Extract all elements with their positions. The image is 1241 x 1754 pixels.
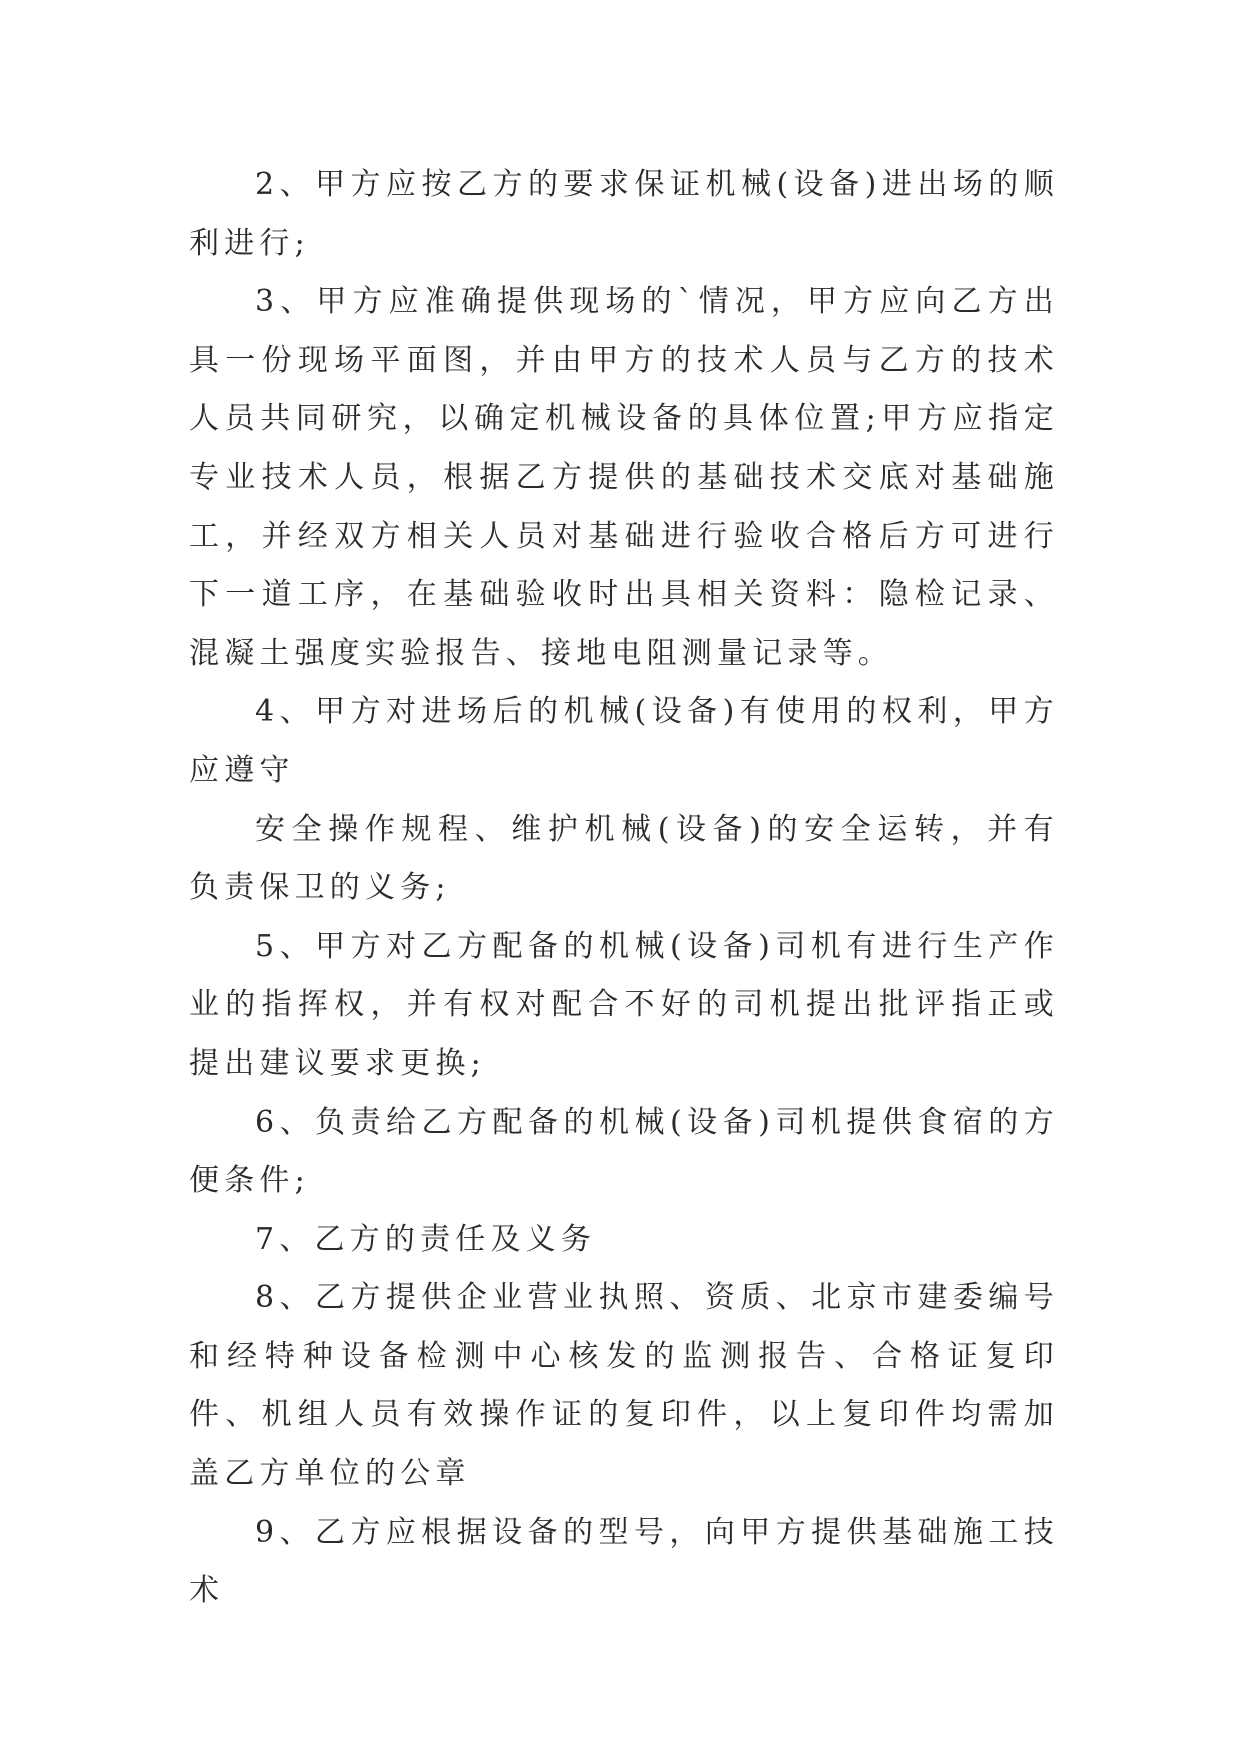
paragraph-5: 5、甲方对乙方配备的机械(设备)司机有进行生产作业的指挥权，并有权对配合不好的司机提出批评指正或提出建议要求更换; <box>189 928 1059 1081</box>
paragraph-4-continued: 安全操作规程、维护机械(设备)的安全运转，并有负责保卫的义务; <box>189 811 1059 906</box>
paragraph-9: 9、乙方应根据设备的型号，向甲方提供基础施工技术 <box>189 1514 1059 1609</box>
paragraph-2: 2、甲方应按乙方的要求保证机械(设备)进出场的顺利进行; <box>189 167 1059 261</box>
paragraph-3: 3、甲方应准确提供现场的`情况，甲方应向乙方出具一份现场平面图，并由甲方的技术人员与乙方的技术人员共同研究，以确定机械设备的具体位置;甲方应指定专业技术人员，根据乙方提供的基础技术交底对基础施工，并经双方相关人员对基础进行验收合格后方可进行下一道工序，在基础验收时出具相关资料：隐检记录、混凝土强度实验报告、接地电阻测量记录等。 <box>189 284 1059 671</box>
paragraph-6: 6、负责给乙方配备的机械(设备)司机提供食宿的方便条件; <box>189 1104 1059 1199</box>
paragraph-7: 7、乙方的责任及义务 <box>255 1221 597 1257</box>
document-body <box>189 156 1059 1621</box>
paragraph-4: 4、甲方对进场后的机械(设备)有使用的权利，甲方应遵守 <box>189 694 1059 788</box>
paragraph-8: 8、乙方提供企业营业执照、资质、北京市建委编号和经特种设备检测中心核发的监测报告、合格证复印件、机组人员有效操作证的复印件，以上复印件均需加盖乙方单位的公章 <box>189 1280 1059 1492</box>
